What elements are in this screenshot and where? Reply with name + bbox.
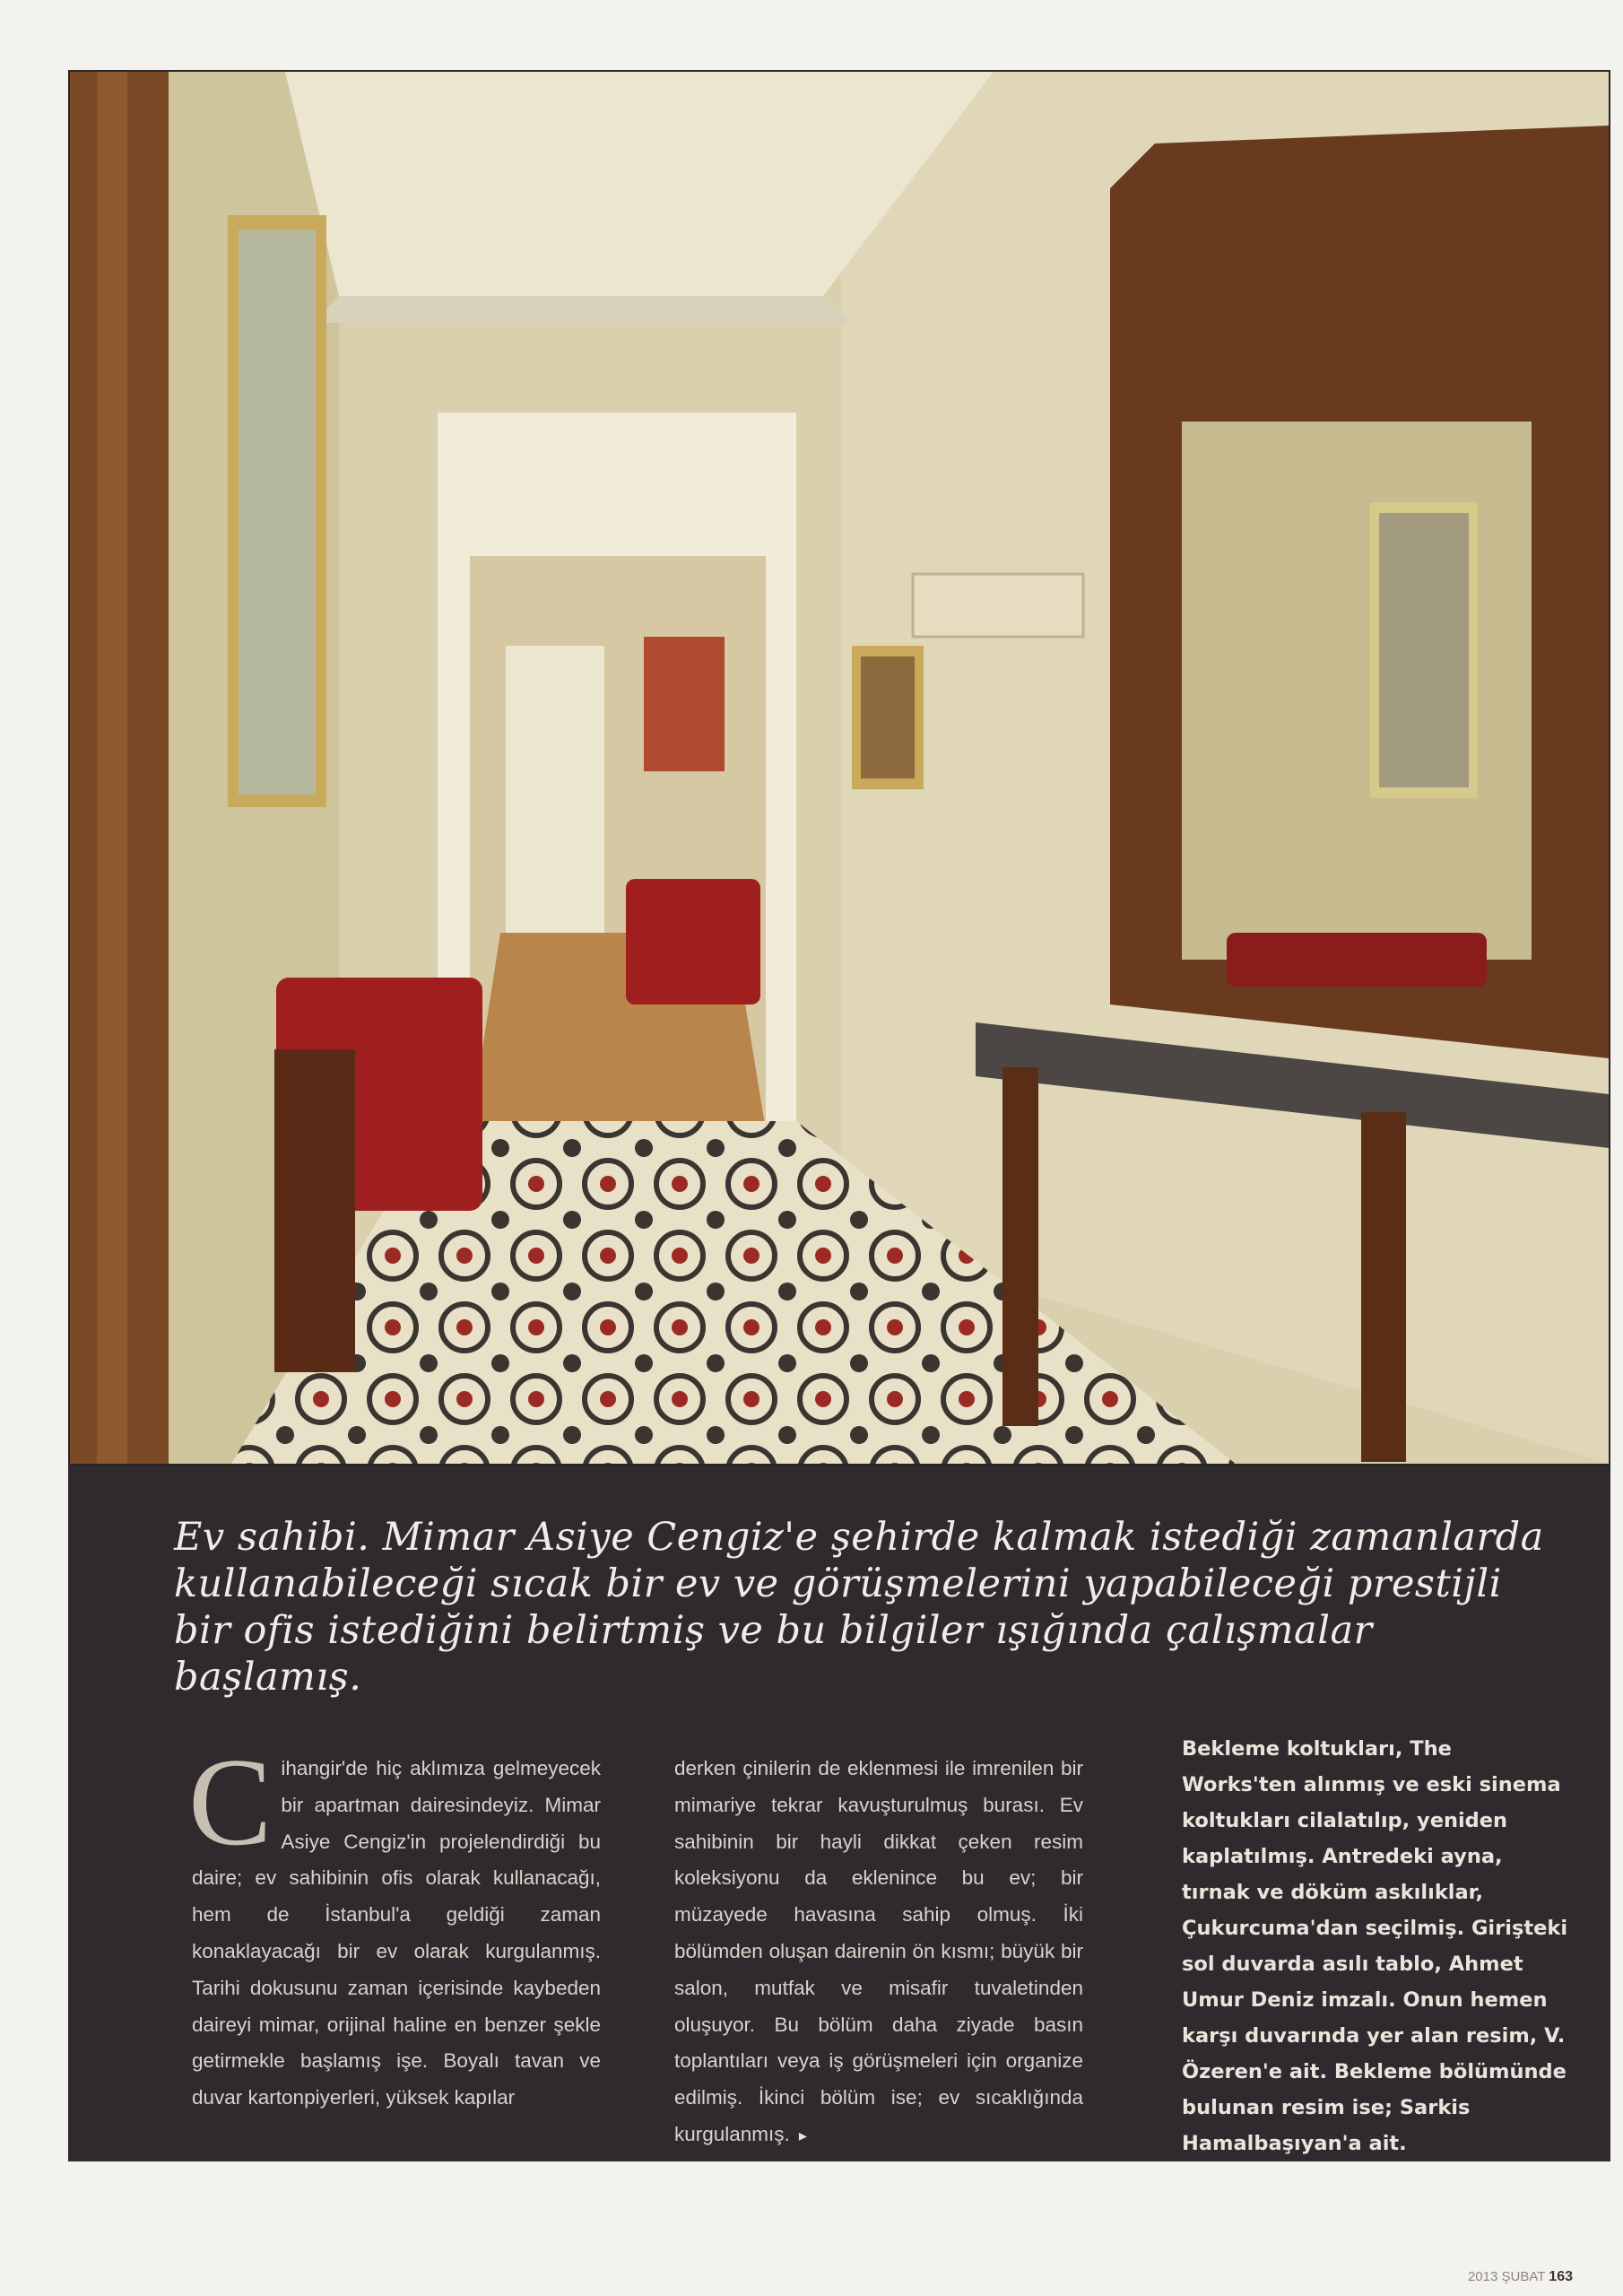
body-column-1 xyxy=(188,1733,601,2117)
body-column-2 xyxy=(674,1751,1083,2154)
lead-text: Ev sahibi. Mimar Asiye Cengiz'e şehirde kalmak istediği zamanlarda kullanabileceği sıcak bir ev ve görüşmelerini yapabileceği prestijli bir ofis istediğini belirtmiş ve bu bilgiler ışığında çalışmalar başlamış. xyxy=(174,1515,1544,1700)
body-column-1-text: ihangir'de hiç aklımıza gelmeyecek bir apartman dairesindeyiz. Mimar Asiye Cengiz'in projelendirdiği bu daire; ev sahibinin ofis olarak kullanacağı, hem de İstanbul'a geldiği zaman konaklayacağı bir ev olarak kurgulanmış. Tarihi dokusunu zaman içerisinde kaybeden daireyi mimar, orijinal haline en benzer şekle getirmekle başlamış işe. Boyalı tavan ve duvar kartonpiyerleri, yüksek kapılar xyxy=(192,1757,601,2109)
photo-caption: Bekleme koltukları, The Works'ten alınmış ve eski sinema koltukları cilalatılıp, yeniden kaplatılmış. Antredeki ayna, tırnak ve döküm askılıklar, Çukurcuma'dan seçilmiş. Girişteki sol duvarda asılı tablo, Ahmet Umur Deniz imzalı. Onun hemen karşı duvarında yer alan resim, V. Özeren'e ait. Bekleme bölümünde bulunan resim ise; Sarkis Hamalbaşıyan'a ait. xyxy=(1182,1737,1568,2155)
body-column-2-text: derken çinilerin de eklenmesi ile imrenilen bir mimariye tekrar kavuşturulmuş burası. Ev sahibinin bir hayli dikkat çeken resim koleksiyonu da eklenince bu ev; bir müzayede havasına sahip olmuş. İki bölümden oluşan dairenin ön kısmı; büyük bir salon, mutfak ve misafir tuvaletinden oluşuyor. Bu bölüm daha ziyade basın toplantıları veya iş görüşmeleri için organize edilmiş. İkinci bölüm ise; ev sıcaklığında kurgulanmış. xyxy=(674,1757,1083,2145)
page-number: 163 xyxy=(1549,2269,1573,2284)
page-folio xyxy=(1468,2269,1573,2285)
hallway-illustration xyxy=(70,72,1609,1464)
continue-arrow-icon: ▸ xyxy=(798,2126,807,2144)
issue-date: 2013 ŞUBAT xyxy=(1467,2269,1546,2284)
drop-cap: C xyxy=(188,1733,273,1872)
hallway-photo xyxy=(68,70,1610,1465)
text-panel xyxy=(68,1465,1610,2161)
